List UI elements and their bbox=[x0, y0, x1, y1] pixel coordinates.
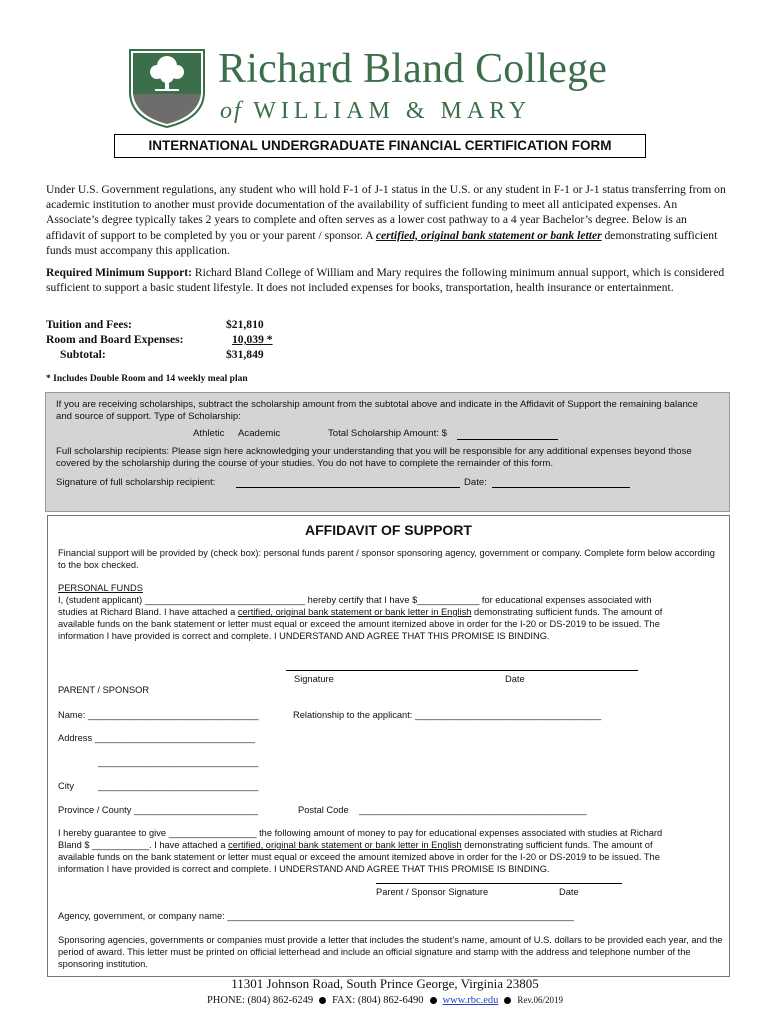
parent-sponsor-heading: PARENT / SPONSOR bbox=[58, 685, 150, 695]
required-support-paragraph bbox=[46, 265, 726, 295]
college-shield-logo bbox=[128, 48, 206, 128]
tuition-label: Tuition and Fees: bbox=[46, 318, 132, 331]
full-scholarship-signature-field[interactable] bbox=[236, 487, 460, 488]
intro-paragraph bbox=[46, 182, 726, 258]
affidavit-intro: Financial support will be provided by (check box): personal funds parent / sponsor sponsoring agency, government or company. Complete form below according to the box checked. bbox=[58, 548, 715, 570]
scholarship-total-field[interactable] bbox=[457, 439, 558, 440]
intro-text-c: demonstrating sufficient funds must accompany this application. bbox=[46, 228, 718, 257]
footer-contact bbox=[0, 995, 770, 1006]
personal-signature-line[interactable] bbox=[286, 670, 638, 671]
sponsor-address-field[interactable]: Address _______________________________ bbox=[58, 733, 255, 743]
full-scholarship-date-label: Date: bbox=[464, 477, 487, 488]
footer-fax: FAX: (804) 862-6490 bbox=[332, 995, 424, 1006]
bullet-icon bbox=[504, 997, 511, 1004]
personal-date-label: Date bbox=[505, 674, 525, 684]
personal-signature-label: Signature bbox=[294, 674, 334, 684]
full-scholarship-signature-label: Signature of full scholarship recipient: bbox=[56, 477, 216, 488]
guarantee-line-4: information I have provided is correct and complete. I UNDERSTAND AND AGREE THAT THIS PROMISE IS BINDING. bbox=[58, 864, 550, 874]
sponsor-city-field[interactable]: _______________________________ bbox=[98, 781, 259, 791]
personal-funds-line-1: I, (student applicant) _______________________________ hereby certify that I have $____________ for educational expenses associated with bbox=[58, 595, 652, 605]
sponsor-name-field[interactable]: Name: _________________________________ bbox=[58, 710, 259, 720]
guarantee-2b: demonstrating sufficient funds. The amount of bbox=[461, 840, 653, 850]
room-board-label: Room and Board Expenses: bbox=[46, 333, 184, 346]
subtotal-value: $31,849 bbox=[226, 348, 264, 361]
sponsor-relationship-field[interactable]: Relationship to the applicant: ____________________________________ bbox=[293, 710, 602, 720]
room-board-value: 10,039 * bbox=[232, 333, 273, 346]
form-title: INTERNATIONAL UNDERGRADUATE FINANCIAL CERTIFICATION FORM bbox=[148, 138, 612, 153]
tuition-value: $21,810 bbox=[226, 318, 264, 331]
subtotal-label: Subtotal: bbox=[60, 348, 106, 361]
college-name: Richard Bland College bbox=[218, 46, 608, 92]
footer-website-link[interactable]: www.rbc.edu bbox=[442, 995, 499, 1006]
parent-date-label: Date bbox=[559, 887, 579, 897]
affidavit-title: AFFIDAVIT OF SUPPORT bbox=[305, 522, 472, 538]
guarantee-2a: Bland $ ___________. I have attached a bbox=[58, 840, 229, 850]
scholarship-total-label: Total Scholarship Amount: $ bbox=[328, 428, 447, 439]
affidavit-box bbox=[47, 515, 730, 977]
parent-signature-label: Parent / Sponsor Signature bbox=[376, 887, 489, 897]
sponsor-address-line-2[interactable]: _______________________________ bbox=[98, 757, 259, 767]
scholarship-academic-option[interactable]: Academic bbox=[238, 428, 281, 439]
sponsor-postal-label: Postal Code bbox=[298, 805, 349, 815]
intro-text-bold: certified, original bank statement or bank letter bbox=[375, 228, 602, 242]
college-sub-of: of bbox=[220, 98, 243, 124]
personal-2a: studies at Richard Bland. I have attached a bbox=[58, 607, 238, 617]
personal-funds-line-2 bbox=[58, 606, 662, 618]
personal-funds-line-3: available funds on the bank statement or letter must equal or exceed the amount itemized above in order for the I-20 or DS-2019 to be issued. The bbox=[58, 619, 660, 629]
footer-address: 11301 Johnson Road, South Prince George, Virginia 23805 bbox=[231, 976, 539, 991]
form-title-box bbox=[114, 134, 646, 158]
guarantee-line-1: I hereby guarantee to give _________________ the following amount of money to pay for educational expenses associated with studies at Richard bbox=[58, 828, 663, 838]
required-support-label: Required Minimum Support: bbox=[46, 266, 193, 279]
sponsor-postal-field[interactable]: ____________________________________________ bbox=[359, 805, 587, 815]
agency-note: Sponsoring agencies, governments or companies must provide a letter that includes the student’s name, amount of U.S. dollars to be provided each year, and the period of award. This letter must be printed on official letterhead and include an official signature and stamp with the address and telephone number of the sponsoring institution. bbox=[58, 935, 723, 969]
cost-footnote: * Includes Double Room and 14 weekly meal plan bbox=[46, 374, 248, 384]
bullet-icon bbox=[430, 997, 437, 1004]
full-scholarship-note: Full scholarship recipients: Please sign here acknowledging your understanding that you will be responsible for any additional expenses beyond those covered by the scholarship during the course of your studies. You do not have to complete the remainder of this form. bbox=[56, 446, 692, 469]
parent-signature-line[interactable] bbox=[376, 883, 622, 884]
bullet-icon bbox=[319, 997, 326, 1004]
college-subtitle bbox=[220, 99, 531, 123]
scholarship-box bbox=[45, 392, 730, 512]
guarantee-line-2 bbox=[58, 839, 653, 851]
guarantee-2u: certified, original bank statement or bank letter in English bbox=[228, 840, 462, 850]
agency-name-field[interactable]: Agency, government, or company name: ___________________________________________________________________ bbox=[58, 911, 574, 921]
footer-phone: PHONE: (804) 862-6249 bbox=[206, 995, 314, 1006]
guarantee-line-3: available funds on the bank statement or letter must equal or exceed the amount itemized above in order for the I-20 or DS-2019 to be issued. The bbox=[58, 852, 660, 862]
intro-text-a: Under U.S. Government regulations, any student who will hold F-1 of J-1 status in the U.S. or any student in F-1 or J-1 status transferring from on academic institution to another must provide documentation of the availability of sufficient funding to meet all anticipated expenses. An Associate’s degree typically takes 2 years to complete and often serves as a lower cost pathway to a 4 year Bachelor’s degree. Below is an affidavit of support to be completed by you or your parent / sponsor. A bbox=[46, 183, 726, 242]
personal-2b: demonstrating sufficient funds. The amount of bbox=[471, 607, 663, 617]
scholarship-intro: If you are receiving scholarships, subtract the scholarship amount from the subtotal above and indicate in the Affidavit of Support the remaining balance and source of support. Type of Scholarship: bbox=[56, 399, 698, 422]
scholarship-athletic-option[interactable]: Athletic bbox=[193, 428, 225, 439]
college-sub-rest: WILLIAM & MARY bbox=[253, 98, 532, 124]
sponsor-province-field[interactable]: Province / County ________________________ bbox=[58, 805, 259, 815]
footer-revision: Rev.06/2019 bbox=[517, 995, 564, 1005]
personal-funds-heading: PERSONAL FUNDS bbox=[58, 583, 143, 593]
required-support-text: Richard Bland College of William and Mary requires the following minimum annual support, which is considered sufficient to support a basic student lifestyle. It does not included expenses for books, transportation, health insurance or entertainment. bbox=[46, 266, 725, 295]
personal-2u: certified, original bank statement or bank letter in English bbox=[237, 607, 472, 617]
personal-funds-line-4: information I have provided is correct and complete. I UNDERSTAND AND AGREE THAT THIS PROMISE IS BINDING. bbox=[58, 631, 550, 641]
full-scholarship-date-field[interactable] bbox=[492, 487, 630, 488]
sponsor-city-label: City bbox=[58, 781, 75, 791]
